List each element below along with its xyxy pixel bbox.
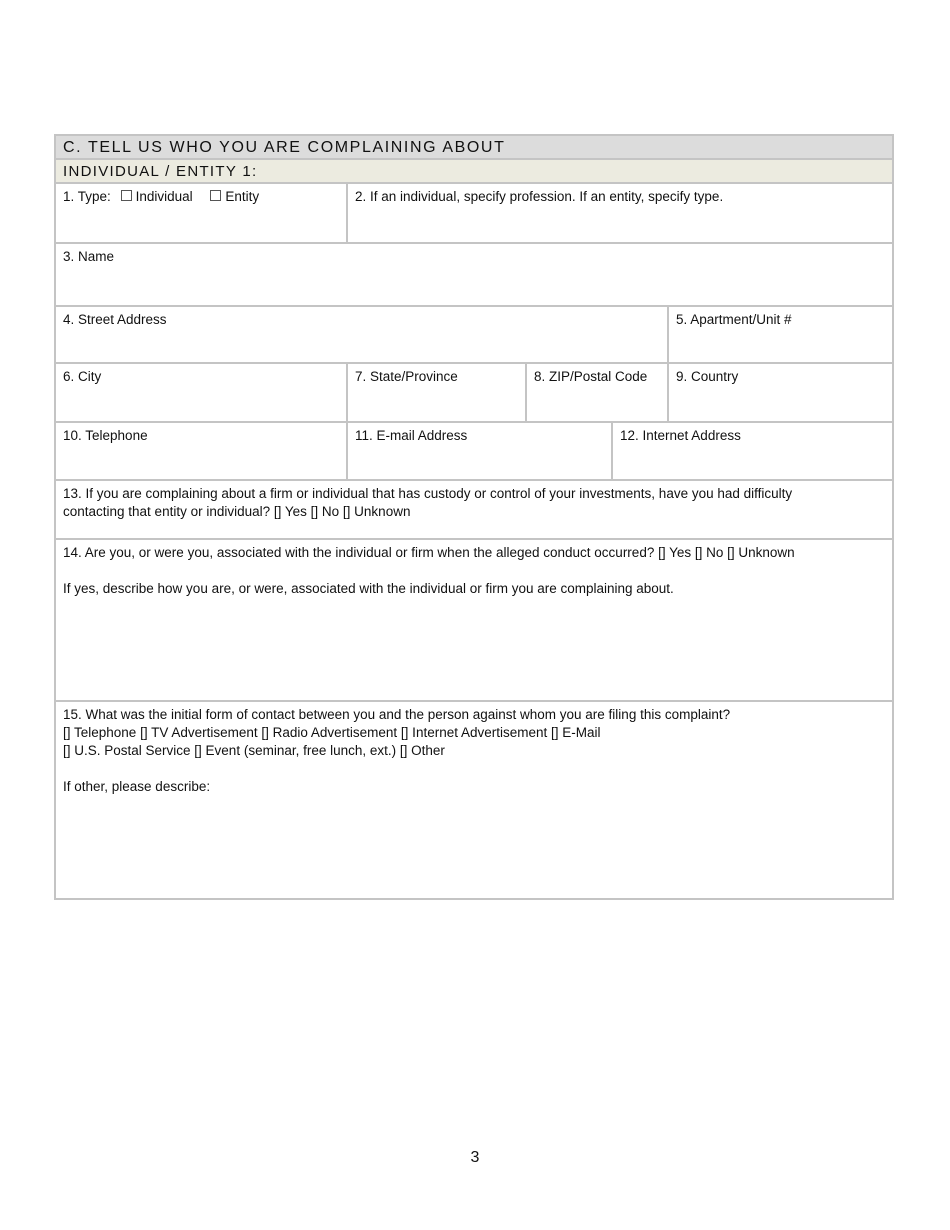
field-name[interactable] (56, 244, 892, 307)
field-zip-postal-code[interactable] (527, 364, 669, 423)
field-state-province-label: 7. State/Province (355, 369, 458, 384)
field-city[interactable] (56, 364, 348, 423)
field-street-address-label: 4. Street Address (63, 312, 167, 327)
field-telephone-label: 10. Telephone (63, 428, 148, 443)
initial-contact-options-line2[interactable]: [] U.S. Postal Service [] Event (seminar, free lunch, ext.) [] Other (63, 743, 445, 758)
entity-option-label: Entity (225, 189, 260, 204)
initial-contact-options-line1[interactable]: [] Telephone [] TV Advertisement [] Radio Advertisement [] Internet Advertisement [] E-Mail (63, 725, 601, 740)
field-type-label: 1. Type: (63, 189, 111, 204)
field-city-label: 6. City (63, 369, 102, 384)
field-custody-contact (56, 481, 892, 540)
field-profession-type-label: 2. If an individual, specify profession. If an entity, specify type. (355, 189, 724, 204)
field-apartment-unit[interactable] (669, 307, 892, 364)
individual-option-label: Individual (135, 189, 193, 204)
field-state-province[interactable] (348, 364, 527, 423)
field-type (56, 184, 348, 244)
field-email-address-label: 11. E-mail Address (355, 428, 468, 443)
custody-question-line1: 13. If you are complaining about a firm or individual that has custody or control of your investments, have you had difficulty (63, 486, 793, 501)
field-telephone[interactable] (56, 423, 348, 481)
field-email-address[interactable] (348, 423, 613, 481)
entity-checkbox[interactable] (210, 190, 221, 201)
individual-checkbox[interactable] (121, 190, 132, 201)
field-association[interactable] (56, 540, 892, 702)
section-title: C. TELL US WHO YOU ARE COMPLAINING ABOUT (56, 136, 892, 160)
custody-question-line2[interactable]: contacting that entity or individual? [] Yes [] No [] Unknown (63, 504, 411, 519)
field-name-label: 3. Name (63, 249, 115, 264)
initial-contact-question: 15. What was the initial form of contact between you and the person against whom you are filing this complaint? (63, 707, 731, 722)
field-apartment-unit-label: 5. Apartment/Unit # (676, 312, 792, 327)
association-followup: If yes, describe how you are, or were, associated with the individual or firm you are complaining about. (63, 581, 674, 596)
field-initial-contact[interactable] (56, 702, 892, 898)
section-subtitle: INDIVIDUAL / ENTITY 1: (56, 160, 892, 184)
complaint-form-section-c (54, 134, 894, 900)
field-zip-postal-code-label: 8. ZIP/Postal Code (534, 369, 648, 384)
field-internet-address[interactable] (613, 423, 892, 481)
field-country[interactable] (669, 364, 892, 423)
field-country-label: 9. Country (676, 369, 739, 384)
page-number: 3 (470, 1149, 480, 1166)
initial-contact-followup: If other, please describe: (63, 779, 211, 794)
field-internet-address-label: 12. Internet Address (620, 428, 741, 443)
field-profession-type[interactable] (348, 184, 892, 244)
field-street-address[interactable] (56, 307, 669, 364)
association-question[interactable]: 14. Are you, or were you, associated with the individual or firm when the alleged conduct occurred? [] Yes [] No [] Unknown (63, 545, 795, 560)
